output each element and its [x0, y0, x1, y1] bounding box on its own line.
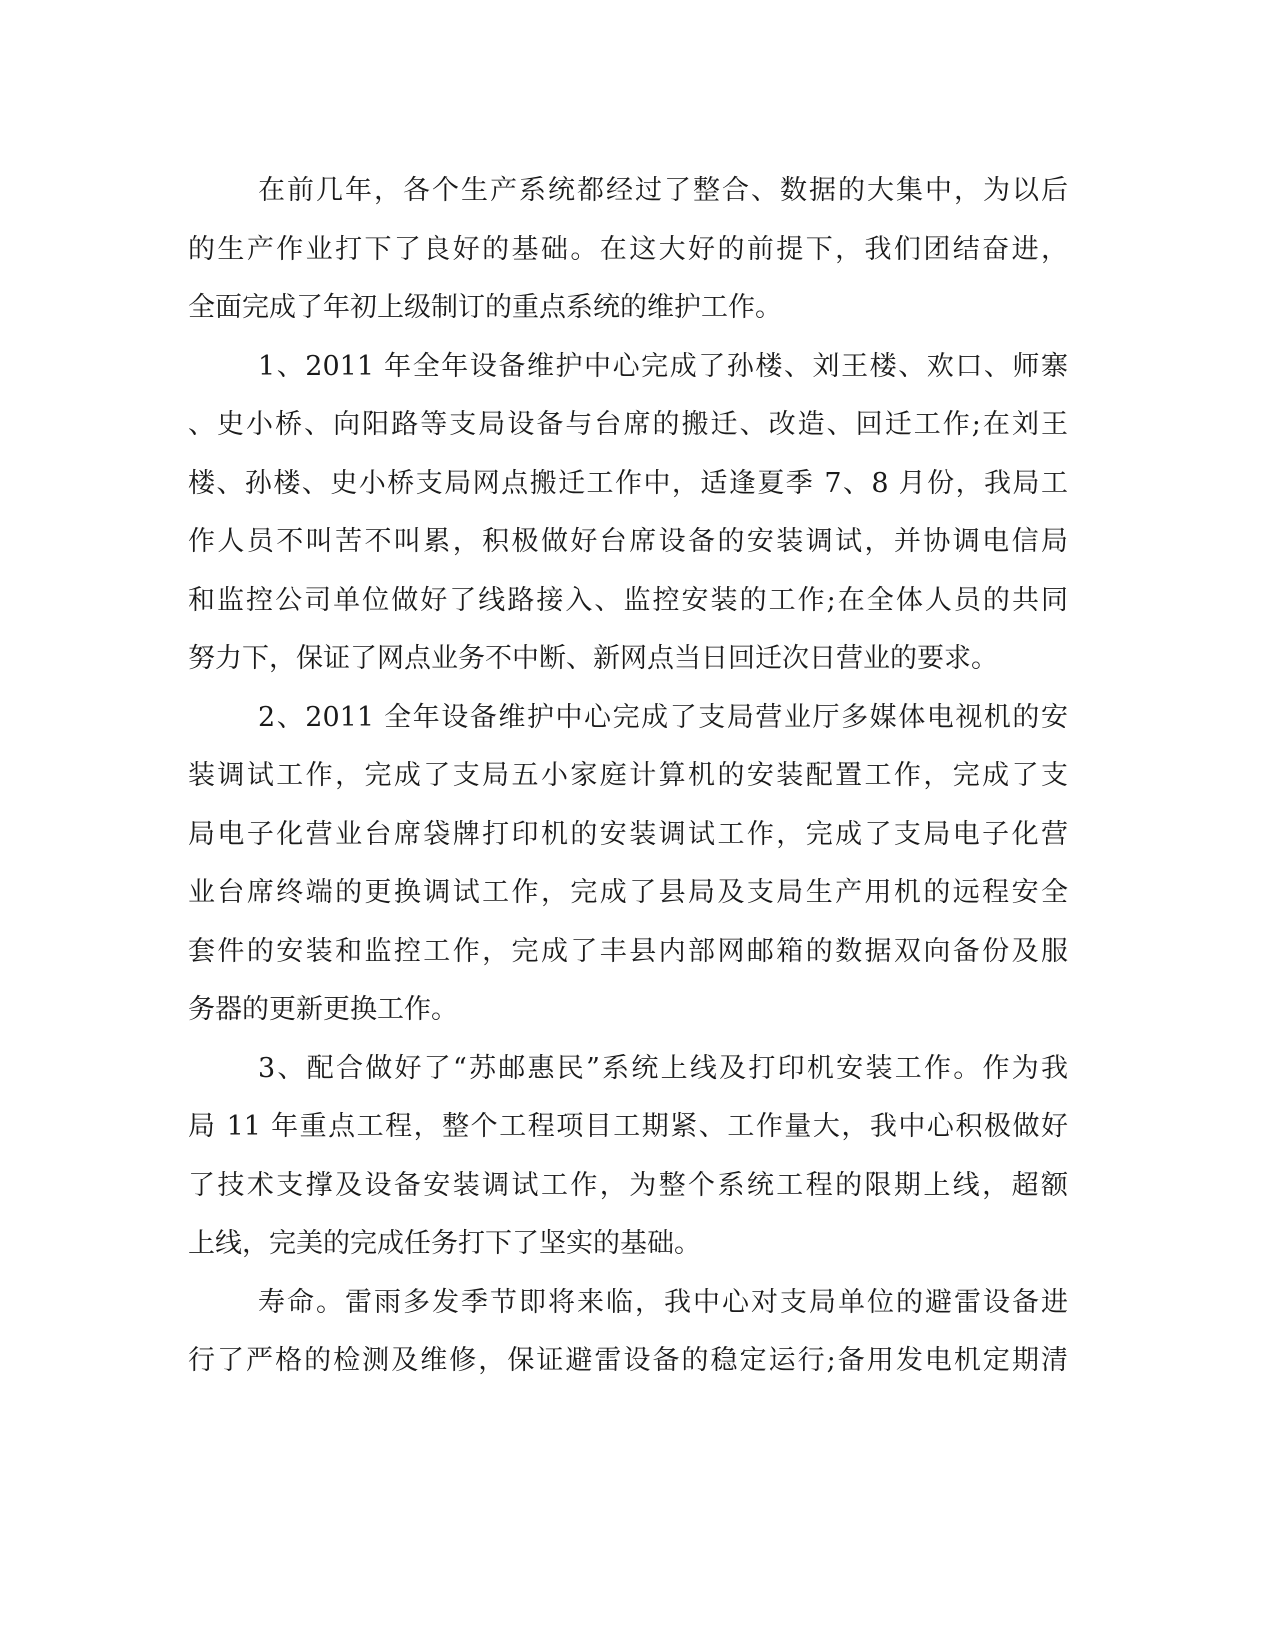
text-line: 寿命。雷雨多发季节即将来临，我中心对支局单位的避雷设备进 [258, 1286, 1068, 1318]
text-line: 局 11 年重点工程，整个工程项目工期紧、工作量大，我中心积极做好 [188, 1111, 1068, 1142]
text-line: 行了严格的检测及维修，保证避雷设备的稳定运行;备用发电机定期清 [188, 1345, 1068, 1376]
text-line: 套件的安装和监控工作，完成了丰县内部网邮箱的数据双向备份及服 [188, 935, 1068, 967]
text-line: 1、2011 年全年设备维护中心完成了孙楼、刘王楼、欢口、师寨 [258, 350, 1068, 382]
text-line: 作人员不叫苦不叫累，积极做好台席设备的安装调试，并协调电信局 [188, 526, 1068, 557]
text-line: 楼、孙楼、史小桥支局网点搬迁工作中，适逢夏季 7、8 月份，我局工 [188, 467, 1068, 499]
paragraph-item-3 [188, 1040, 1068, 1274]
text-line: 务器的更新更换工作。 [188, 994, 458, 1025]
text-line: 了技术支撑及设备安装调试工作，为整个系统工程的限期上线，超额 [188, 1169, 1068, 1201]
text-line: 和监控公司单位做好了线路接入、监控安装的工作;在全体人员的共同 [188, 584, 1068, 616]
paragraph-intro [188, 162, 1068, 338]
text-line: 努力下，保证了网点业务不中断、新网点当日回迁次日营业的要求。 [188, 643, 998, 674]
paragraph-lightning [188, 1274, 1068, 1391]
text-line: 、史小桥、向阳路等支局设备与台席的搬迁、改造、回迁工作;在刘王 [188, 409, 1068, 440]
text-line: 在前几年，各个生产系统都经过了整合、数据的大集中，为以后 [258, 175, 1068, 206]
text-line: 上线，完美的完成任务打下了坚实的基础。 [188, 1228, 701, 1259]
text-line: 装调试工作，完成了支局五小家庭计算机的安装配置工作，完成了支 [188, 760, 1068, 791]
text-line: 的生产作业打下了良好的基础。在这大好的前提下，我们团结奋进， [188, 233, 1068, 265]
text-line: 全面完成了年初上级制订的重点系统的维护工作。 [188, 292, 782, 323]
text-line: 业台席终端的更换调试工作，完成了县局及支局生产用机的远程安全 [188, 877, 1068, 908]
text-line: 3、配合做好了“苏邮惠民”系统上线及打印机安装工作。作为我 [258, 1052, 1068, 1084]
paragraph-item-1 [188, 338, 1068, 689]
document-body [188, 162, 1068, 1391]
text-line: 2、2011 全年设备维护中心完成了支局营业厅多媒体电视机的安 [258, 701, 1068, 733]
paragraph-item-2 [188, 689, 1068, 1040]
text-line: 局电子化营业台席袋牌打印机的安装调试工作，完成了支局电子化营 [188, 818, 1068, 850]
